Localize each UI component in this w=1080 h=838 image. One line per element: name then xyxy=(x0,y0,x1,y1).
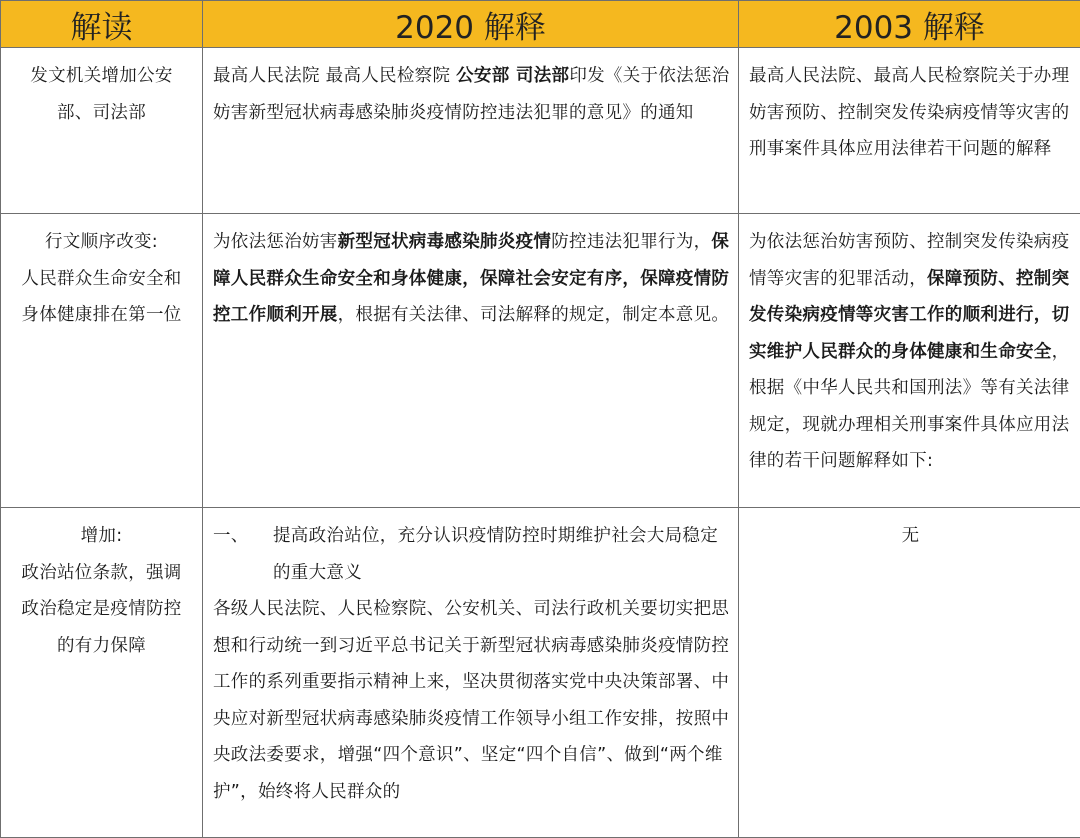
interpretation-line: 的有力保障 xyxy=(9,628,194,665)
text-run-bold: 保障人民群众生命安全和身体健康，保障社会安定有序，保障疫情防控工作顺利开展 xyxy=(213,232,729,325)
section-heading-text: 提高政治站位，充分认识疫情防控时期维护社会大局稳定的重大意义 xyxy=(273,518,730,591)
section-body: 各级人民法院、人民检察院、公安机关、司法行政机关要切实把思想和行动统一到习近平总书记关于新型冠状病毒感染肺炎疫情防控工作的系列重要指示精神上来，坚决贯彻落实党中央决策部署、中央应对新型冠状病毒感染肺炎疫情工作领导小组工作安排，按照中央政法委要求，增强“四个意识”、坚定“四个自信”、做到“两个维护”，始终将人民群众的 xyxy=(213,591,730,810)
text-2020-cell xyxy=(203,214,739,508)
text-run-bold: 保障预防、控制突发传染病疫情等灾害工作的顺利进行，切实维护人民群众的身体健康和生命安全 xyxy=(749,269,1069,362)
interpretation-line: 发文机关增加公安 xyxy=(9,58,194,95)
interpretation-cell xyxy=(1,508,203,838)
text-run: 最高人民法院 最高人民检察院 xyxy=(213,66,456,86)
text-run: ，根据有关法律、司法解释的规定，制定本意见。 xyxy=(338,305,730,325)
none-text: 无 xyxy=(902,526,920,546)
table-row xyxy=(1,48,1080,214)
text-run: 防控违法犯罪行为， xyxy=(551,232,711,252)
text-run: 为依法惩治妨害预防、控制突发传染病疫情等灾害的犯罪活动， xyxy=(749,232,1069,289)
text-run-bold: 公安部 司法部 xyxy=(456,66,569,86)
section-number: 一、 xyxy=(213,518,273,591)
table-row xyxy=(1,214,1080,508)
interpretation-cell xyxy=(1,48,203,214)
text-run: 为依法惩治妨害 xyxy=(213,232,338,252)
header-2020: 2020 解释 xyxy=(203,1,739,48)
interpretation-line: 部、司法部 xyxy=(9,95,194,132)
text-run: 最高人民法院、最高人民检察院关于办理妨害预防、控制突发传染病疫情等灾害的刑事案件具体应用法律若干问题的解释 xyxy=(749,66,1069,159)
text-2003-cell xyxy=(739,508,1080,838)
section-heading xyxy=(213,518,730,591)
header-interpretation: 解读 xyxy=(1,1,203,48)
text-2003-cell xyxy=(739,214,1080,508)
interpretation-line: 政治稳定是疫情防控 xyxy=(9,591,194,628)
text-2003-cell xyxy=(739,48,1080,214)
text-run: 印发《关于依法惩治妨害新型冠状病毒感染肺炎疫情防控违法犯罪的意见》的通知 xyxy=(213,66,730,123)
interpretation-line: 行文顺序改变: xyxy=(9,224,194,261)
text-run-bold: 新型冠状病毒感染肺炎疫情 xyxy=(338,232,552,252)
text-run: ，根据《中华人民共和国刑法》等有关法律规定，现就办理相关刑事案件具体应用法律的若干问题解释如下: xyxy=(749,342,1069,472)
interpretation-line: 政治站位条款，强调 xyxy=(9,555,194,592)
header-row xyxy=(1,1,1080,48)
text-2020-cell xyxy=(203,508,739,838)
text-2020-cell xyxy=(203,48,739,214)
interpretation-line: 增加: xyxy=(9,518,194,555)
interpretation-cell xyxy=(1,214,203,508)
interpretation-line: 身体健康排在第一位 xyxy=(9,297,194,334)
table-row xyxy=(1,508,1080,838)
header-2003: 2003 解释 xyxy=(739,1,1080,48)
interpretation-line: 人民群众生命安全和 xyxy=(9,261,194,298)
